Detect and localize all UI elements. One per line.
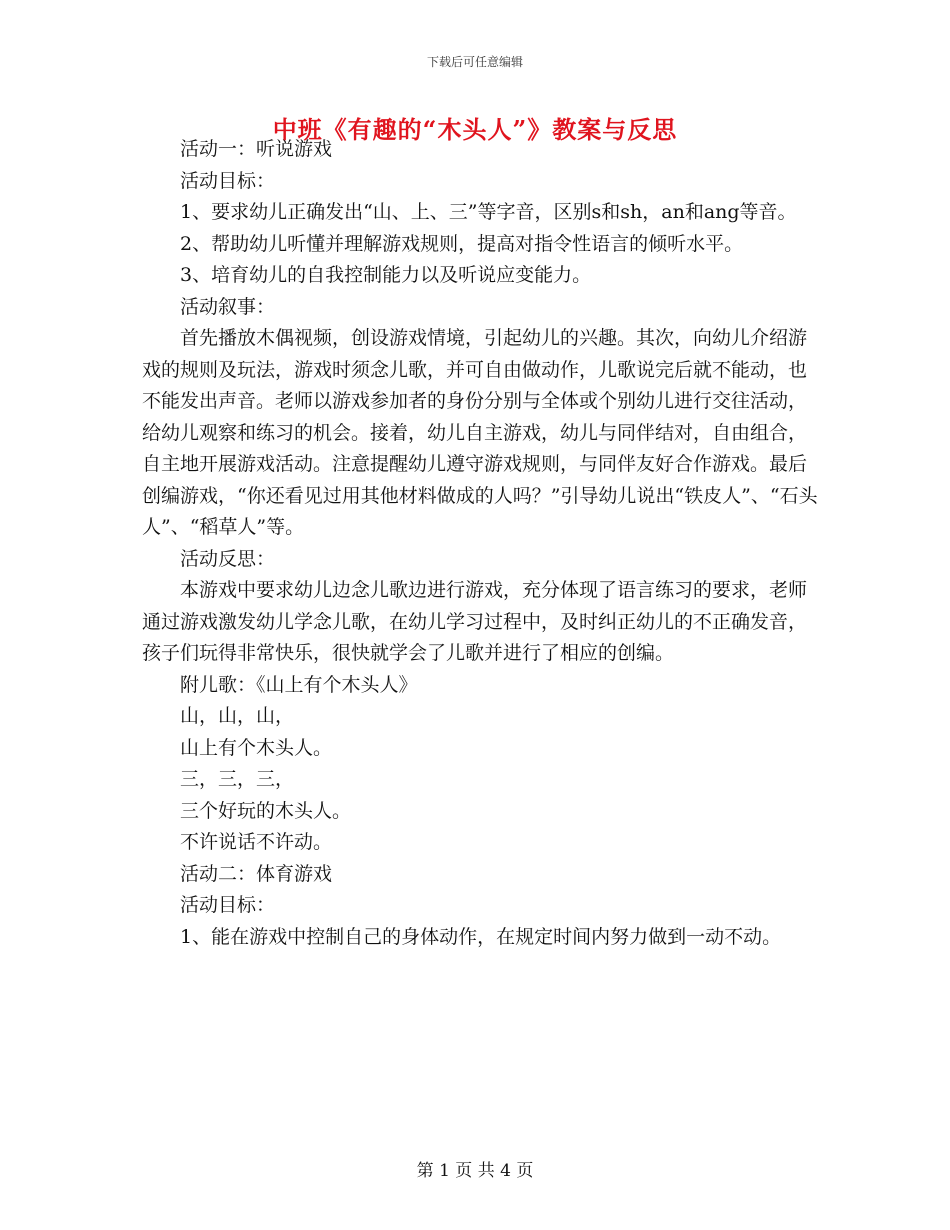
rhyme-line-3: 三，三，三， [180, 768, 295, 790]
rhyme-line-1: 山，山，山， [180, 705, 295, 727]
subheading-goals-2: 活动目标： [180, 894, 276, 916]
subheading-narrative: 活动叙事： [180, 295, 276, 318]
rhyme-line-4: 三个好玩的木头人。 [180, 799, 352, 822]
reflection-paragraph: 本游戏中要求幼儿边念儿歌边进行游戏，充分体现了语言练习的要求，老师通过游戏激发幼儿学念儿歌，在幼儿学习过程中，及时纠正幼儿的不正确发音，孩子们玩得非常快乐，很快就学会了儿歌并进行了相应的创编。 [142, 579, 808, 664]
rhyme-line-2: 山上有个木头人。 [180, 736, 333, 759]
subheading-reflection: 活动反思： [180, 547, 276, 570]
goal-item-1: 1、要求幼儿正确发出“山、上、三”等字音，区别s和sh，an和ang等音。 [180, 201, 797, 223]
page-header-note: 下载后可任意编辑 [426, 55, 523, 69]
rhyme-line-5: 不许说话不许动。 [180, 831, 333, 853]
section-heading-activity-1: 活动一：听说游戏 [180, 138, 333, 160]
goal-item-2-1: 1、能在游戏中控制自己的身体动作，在规定时间内努力做到一动不动。 [180, 925, 782, 948]
goal-item-2: 2、帮助幼儿听懂并理解游戏规则，提高对指令性语言的倾听水平。 [180, 232, 744, 255]
narrative-paragraph: 首先播放木偶视频，创设游戏情境，引起幼儿的兴趣。其次，向幼儿介绍游戏的规则及玩法，游戏时须念儿歌，并可自由做动作，儿歌说完后就不能动，也不能发出声音。老师以游戏参加者的身份分别与全体或个别幼儿进行交往活动，给幼儿观察和练习的机会。接着，幼儿自主游戏，幼儿与同伴结对，自由组合，自主地开展游戏活动。注意提醒幼儿遵守游戏规则，与同伴友好合作游戏。最后创编游戏，“你还看见过用其他材料做成的人吗？”引导幼儿说出“铁皮人”、“石头人”、“稻草人”等。 [142, 327, 818, 538]
subheading-goals: 活动目标： [180, 169, 276, 192]
document-body [142, 134, 822, 953]
section-heading-activity-2: 活动二：体育游戏 [180, 862, 333, 885]
page-number: 第 1 页 共 4 页 [416, 1161, 534, 1181]
goal-item-3: 3、培育幼儿的自我控制能力以及听说应变能力。 [180, 264, 592, 286]
rhyme-title: 附儿歌：《山上有个木头人》 [180, 673, 418, 696]
document-title: 中班《有趣的“木头人”》教案与反思 [272, 115, 678, 144]
